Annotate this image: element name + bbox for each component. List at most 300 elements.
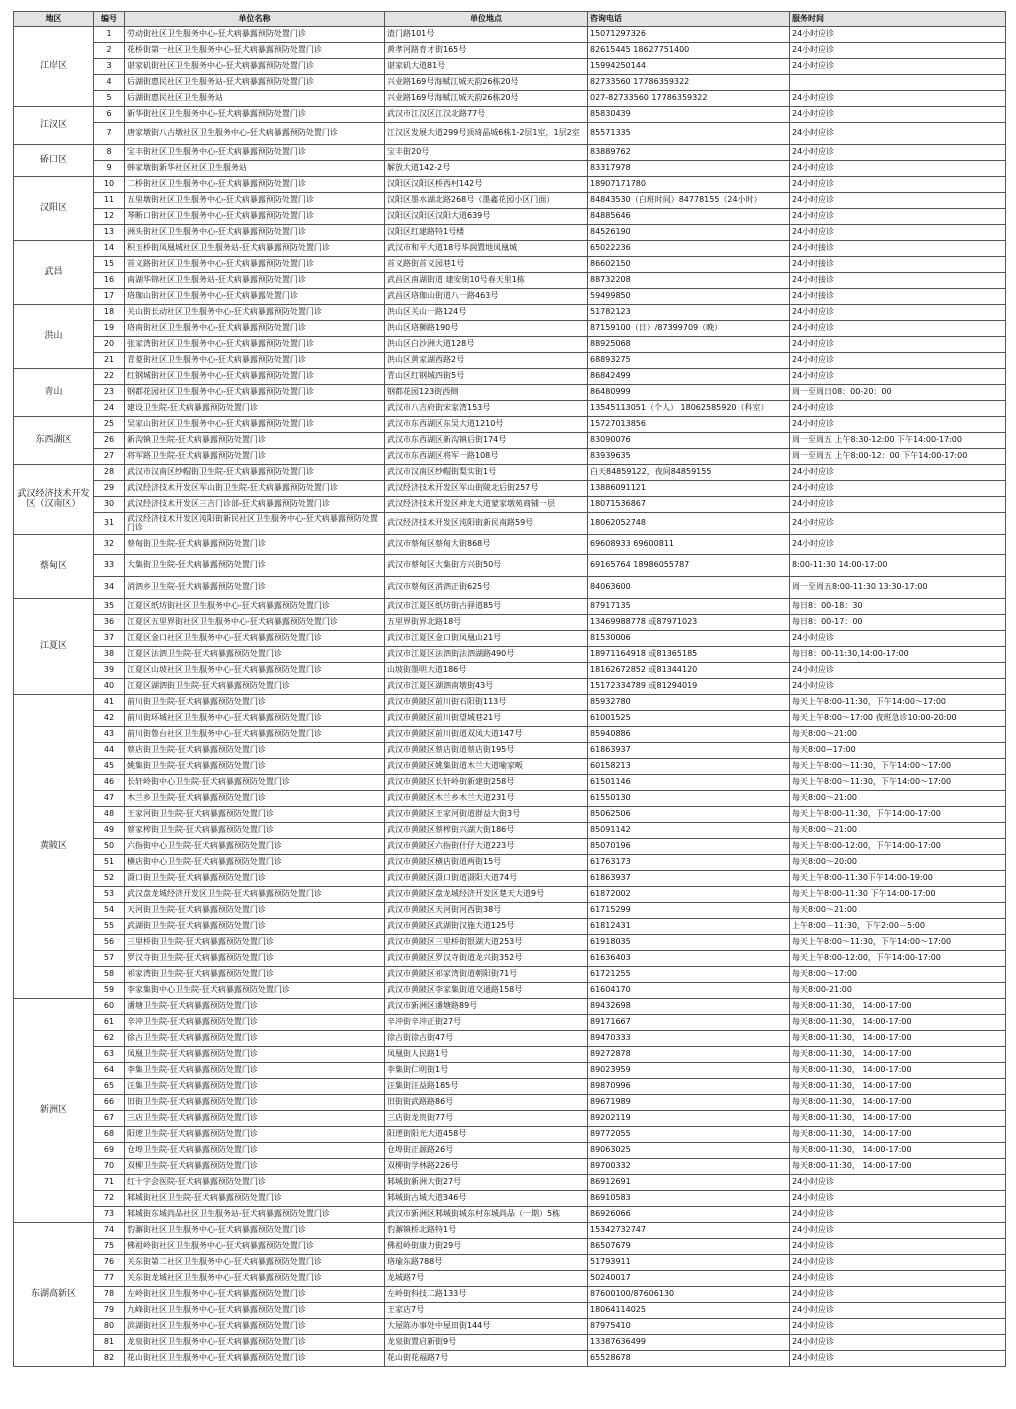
row-number: 22 bbox=[94, 369, 125, 385]
unit-address: 黄孝河路育才街165号 bbox=[385, 43, 588, 59]
row-number: 31 bbox=[94, 513, 125, 535]
service-hours: 24小时应诊 bbox=[790, 465, 1006, 481]
table-row bbox=[14, 305, 1006, 321]
unit-name: 琴断口街社区卫生服务中心-狂犬病暴露预防处置门诊 bbox=[125, 209, 385, 225]
phone-number: 85932780 bbox=[588, 695, 790, 711]
row-number: 82 bbox=[94, 1351, 125, 1367]
region-cell: 武汉经济技术开发区（汉南区） bbox=[14, 465, 94, 535]
phone-number: 83939635 bbox=[588, 449, 790, 465]
unit-name: 洲头街社区卫生服务中心-狂犬病暴露预防处置门诊 bbox=[125, 225, 385, 241]
row-number: 15 bbox=[94, 257, 125, 273]
row-number: 55 bbox=[94, 919, 125, 935]
unit-address: 武汉市蔡甸区蔡甸大街868号 bbox=[385, 535, 588, 555]
header-unit-name: 单位名称 bbox=[125, 12, 385, 27]
phone-number: 18071536867 bbox=[588, 497, 790, 513]
unit-name: 后湖街惠民社区卫生服务站 bbox=[125, 91, 385, 107]
unit-name: 张家湾街社区卫生服务中心-狂犬病暴露预防处置门诊 bbox=[125, 337, 385, 353]
table-row bbox=[14, 433, 1006, 449]
table-body bbox=[14, 27, 1006, 1367]
service-hours: 每天8:00-11:30， 14:00-17:00 bbox=[790, 1031, 1006, 1047]
unit-name: 前川街鲁台社区卫生服务中心-狂犬病暴露预防处置门诊 bbox=[125, 727, 385, 743]
unit-name: 徐古卫生院-狂犬病暴露预防处置门诊 bbox=[125, 1031, 385, 1047]
table-row bbox=[14, 161, 1006, 177]
phone-number: 69165764 18986055787 bbox=[588, 555, 790, 577]
row-number: 51 bbox=[94, 855, 125, 871]
table-row bbox=[14, 903, 1006, 919]
header-service-hours: 服务时间 bbox=[790, 12, 1006, 27]
unit-address: 武汉市黄陂区滠口街道滠阳大道74号 bbox=[385, 871, 588, 887]
service-hours: 每日8：00-11:30,14:00-17:00 bbox=[790, 647, 1006, 663]
table-row bbox=[14, 401, 1006, 417]
phone-number: 51782123 bbox=[588, 305, 790, 321]
table-row bbox=[14, 337, 1006, 353]
unit-name: 新华街社区卫生服务中心-狂犬病暴露预防处置门诊 bbox=[125, 107, 385, 123]
row-number: 8 bbox=[94, 145, 125, 161]
service-hours: 每天8:00～21:00 bbox=[790, 823, 1006, 839]
phone-number: 87975410 bbox=[588, 1319, 790, 1335]
table-row bbox=[14, 273, 1006, 289]
phone-number: 13469988778 或87971023 bbox=[588, 615, 790, 631]
phone-number: 82615445 18627751400 bbox=[588, 43, 790, 59]
phone-number: 84526190 bbox=[588, 225, 790, 241]
region-cell: 江夏区 bbox=[14, 599, 94, 695]
unit-address: 武汉市黄陂区前川街道双凤大道147号 bbox=[385, 727, 588, 743]
phone-number: 18062052748 bbox=[588, 513, 790, 535]
row-number: 7 bbox=[94, 123, 125, 145]
row-number: 81 bbox=[94, 1335, 125, 1351]
service-hours: 每天上午8:00-12:00，下午14:00-17:00 bbox=[790, 951, 1006, 967]
table-row bbox=[14, 193, 1006, 209]
unit-address: 武汉经济技术开发区沌阳街新民南路59号 bbox=[385, 513, 588, 535]
phone-number: 89700332 bbox=[588, 1159, 790, 1175]
service-hours: 每天8:00-11:30， 14:00-17:00 bbox=[790, 1143, 1006, 1159]
row-number: 45 bbox=[94, 759, 125, 775]
table-row bbox=[14, 823, 1006, 839]
row-number: 23 bbox=[94, 385, 125, 401]
unit-address: 武汉市蔡甸区大集街方兴街50号 bbox=[385, 555, 588, 577]
row-number: 16 bbox=[94, 273, 125, 289]
phone-number: 86602150 bbox=[588, 257, 790, 273]
service-hours: 24小时应诊 bbox=[790, 1319, 1006, 1335]
unit-name: 韩家墩街新华社区社区卫生服务站 bbox=[125, 161, 385, 177]
row-number: 4 bbox=[94, 75, 125, 91]
row-number: 78 bbox=[94, 1287, 125, 1303]
service-hours: 24小时应诊 bbox=[790, 1207, 1006, 1223]
row-number: 39 bbox=[94, 663, 125, 679]
unit-name: 江夏区金口社区卫生服务中心-狂犬病暴露预防处置门诊 bbox=[125, 631, 385, 647]
table-row bbox=[14, 91, 1006, 107]
phone-number: 61872002 bbox=[588, 887, 790, 903]
service-hours: 每天8:00-11:30， 14:00-17:00 bbox=[790, 1159, 1006, 1175]
phone-number: 84885646 bbox=[588, 209, 790, 225]
unit-address: 凤凰街人民路1号 bbox=[385, 1047, 588, 1063]
unit-address: 宝丰街20号 bbox=[385, 145, 588, 161]
unit-name: 潘塘卫生院-狂犬病暴露预防处置门诊 bbox=[125, 999, 385, 1015]
region-cell: 东湖高新区 bbox=[14, 1223, 94, 1367]
phone-number: 61812431 bbox=[588, 919, 790, 935]
phone-number: 85830439 bbox=[588, 107, 790, 123]
unit-name: 凤凰卫生院-狂犬病暴露预防处置门诊 bbox=[125, 1047, 385, 1063]
phone-number: 89772055 bbox=[588, 1127, 790, 1143]
service-hours: 每天8:00-11:30， 14:00-17:00 bbox=[790, 1047, 1006, 1063]
unit-name: 建设卫生院-狂犬病暴露预防处置门诊 bbox=[125, 401, 385, 417]
table-row bbox=[14, 209, 1006, 225]
phone-number: 85571335 bbox=[588, 123, 790, 145]
row-number: 5 bbox=[94, 91, 125, 107]
phone-number: 86912691 bbox=[588, 1175, 790, 1191]
row-number: 44 bbox=[94, 743, 125, 759]
row-number: 32 bbox=[94, 535, 125, 555]
unit-address: 武汉市黄陂区姚集街道木兰大道喻家畈 bbox=[385, 759, 588, 775]
unit-name: 红十字会医院-狂犬病暴露预防处置门诊 bbox=[125, 1175, 385, 1191]
table-row bbox=[14, 289, 1006, 305]
unit-name: 积玉桥街凤凰城社区卫生服务站-狂犬病暴露预防处置门诊 bbox=[125, 241, 385, 257]
unit-address: 武汉经济技术开发区神龙大道蒙家墩苑商铺一层 bbox=[385, 497, 588, 513]
row-number: 3 bbox=[94, 59, 125, 75]
phone-number: 85070196 bbox=[588, 839, 790, 855]
table-row bbox=[14, 353, 1006, 369]
unit-name: 天河街卫生院-狂犬病暴露预防处置门诊 bbox=[125, 903, 385, 919]
unit-name: 前川街卫生院-狂犬病暴露预防处置门诊 bbox=[125, 695, 385, 711]
phone-number: 18162672852 或81344120 bbox=[588, 663, 790, 679]
unit-name: 前川街环城社区卫生服务中心-狂犬病暴露预防处置门诊 bbox=[125, 711, 385, 727]
table-row bbox=[14, 855, 1006, 871]
unit-address: 山坡街墨明大道186号 bbox=[385, 663, 588, 679]
service-hours: 24小时应诊 bbox=[790, 1255, 1006, 1271]
row-number: 21 bbox=[94, 353, 125, 369]
region-cell: 黄陂区 bbox=[14, 695, 94, 999]
phone-number: 68893275 bbox=[588, 353, 790, 369]
unit-address: 江汉区发展大道299号顶琦晶城6栋1-2层1室，1层2室 bbox=[385, 123, 588, 145]
unit-address: 汉阳区汉阳区汉阳大道639号 bbox=[385, 209, 588, 225]
phone-number: 60158213 bbox=[588, 759, 790, 775]
phone-number: 13545113051（个人） 18062585920（科室） bbox=[588, 401, 790, 417]
table-row bbox=[14, 1143, 1006, 1159]
row-number: 75 bbox=[94, 1239, 125, 1255]
service-hours bbox=[790, 75, 1006, 91]
unit-address: 豹澥镇桥北路特1号 bbox=[385, 1223, 588, 1239]
unit-name: 邾城街社区卫生院-狂犬病暴露预防处置门诊 bbox=[125, 1191, 385, 1207]
row-number: 10 bbox=[94, 177, 125, 193]
service-hours: 每日8：00-17：00 bbox=[790, 615, 1006, 631]
service-hours: 周一至周五 上午8:00-12：00 下午14:00-17:00 bbox=[790, 449, 1006, 465]
service-hours: 周一至周五 上午8:30-12:00 下午14:00-17:00 bbox=[790, 433, 1006, 449]
phone-number: 18971164918 或81365185 bbox=[588, 647, 790, 663]
unit-address: 武昌区南湖街道 建安街10号春天里1栋 bbox=[385, 273, 588, 289]
service-hours: 每天8:00-11:30， 14:00-17:00 bbox=[790, 1127, 1006, 1143]
unit-name: 江夏区五里界街社区卫生服务中心-狂犬病暴露预防处置门诊 bbox=[125, 615, 385, 631]
unit-address: 汉阳区墨水湖北路268号（墨鑫花园小区门面） bbox=[385, 193, 588, 209]
service-hours: 24小时应诊 bbox=[790, 631, 1006, 647]
unit-address: 兴业路169号海赋江城天韵26栋20号 bbox=[385, 75, 588, 91]
table-row bbox=[14, 951, 1006, 967]
table-row bbox=[14, 695, 1006, 711]
phone-number: 87159100（日）/87399709（晚） bbox=[588, 321, 790, 337]
row-number: 59 bbox=[94, 983, 125, 999]
table-row bbox=[14, 839, 1006, 855]
phone-number: 89063025 bbox=[588, 1143, 790, 1159]
row-number: 53 bbox=[94, 887, 125, 903]
row-number: 65 bbox=[94, 1079, 125, 1095]
unit-address: 三店街龙贵街77号 bbox=[385, 1111, 588, 1127]
row-number: 43 bbox=[94, 727, 125, 743]
unit-address: 武汉市黄陂区木兰乡木兰大道231号 bbox=[385, 791, 588, 807]
unit-name: 蔡甸街卫生院-狂犬病暴露预防处置门诊 bbox=[125, 535, 385, 555]
row-number: 14 bbox=[94, 241, 125, 257]
phone-number: 85940886 bbox=[588, 727, 790, 743]
phone-number: 61863937 bbox=[588, 743, 790, 759]
row-number: 67 bbox=[94, 1111, 125, 1127]
row-number: 42 bbox=[94, 711, 125, 727]
service-hours: 24小时接诊 bbox=[790, 257, 1006, 273]
unit-name: 大集街卫生院-狂犬病暴露预防处置门诊 bbox=[125, 555, 385, 577]
unit-address: 旧街街武路路86号 bbox=[385, 1095, 588, 1111]
phone-number: 87917135 bbox=[588, 599, 790, 615]
unit-address: 武汉市黄陂区长轩岭街新建街258号 bbox=[385, 775, 588, 791]
table-row bbox=[14, 1303, 1006, 1319]
unit-address: 五里界街界北路18号 bbox=[385, 615, 588, 631]
unit-address: 洪山区黄家湖西路2号 bbox=[385, 353, 588, 369]
service-hours: 24小时接诊 bbox=[790, 241, 1006, 257]
row-number: 72 bbox=[94, 1191, 125, 1207]
table-row bbox=[14, 807, 1006, 823]
table-row bbox=[14, 577, 1006, 599]
service-hours: 24小时应诊 bbox=[790, 663, 1006, 679]
unit-address: 钢都花园123街西侧 bbox=[385, 385, 588, 401]
unit-address: 李集街仁明街1号 bbox=[385, 1063, 588, 1079]
row-number: 27 bbox=[94, 449, 125, 465]
service-hours: 24小时应诊 bbox=[790, 209, 1006, 225]
service-hours: 每天上午8:00-11:30，下午14:00-17:00 bbox=[790, 807, 1006, 823]
row-number: 38 bbox=[94, 647, 125, 663]
table-row bbox=[14, 919, 1006, 935]
table-row bbox=[14, 449, 1006, 465]
unit-name: 红钢城街社区卫生服务中心-狂犬病暴露预防处置门诊 bbox=[125, 369, 385, 385]
service-hours: 24小时应诊 bbox=[790, 1239, 1006, 1255]
row-number: 76 bbox=[94, 1255, 125, 1271]
unit-address: 武昌区珞珈山街道八一路463号 bbox=[385, 289, 588, 305]
row-number: 17 bbox=[94, 289, 125, 305]
table-row bbox=[14, 321, 1006, 337]
table-row bbox=[14, 887, 1006, 903]
table-row bbox=[14, 679, 1006, 695]
service-hours: 8:00-11:30 14:00-17:00 bbox=[790, 555, 1006, 577]
row-number: 62 bbox=[94, 1031, 125, 1047]
unit-name: 旧街卫生院-狂犬病暴露预防处置门诊 bbox=[125, 1095, 385, 1111]
row-number: 58 bbox=[94, 967, 125, 983]
unit-name: 关东街第二社区卫生服务中心-狂犬病暴露预防处置门诊 bbox=[125, 1255, 385, 1271]
table-row bbox=[14, 1223, 1006, 1239]
service-hours: 24小时应诊 bbox=[790, 1223, 1006, 1239]
service-hours: 每天上午8:00-12:00，下午14:00-17:00 bbox=[790, 839, 1006, 855]
table-row bbox=[14, 1111, 1006, 1127]
phone-number: 89171667 bbox=[588, 1015, 790, 1031]
unit-name: 李集卫生院-狂犬病暴露预防处置门诊 bbox=[125, 1063, 385, 1079]
service-hours: 24小时应诊 bbox=[790, 679, 1006, 695]
phone-number: 88732208 bbox=[588, 273, 790, 289]
phone-number: 86842499 bbox=[588, 369, 790, 385]
table-row bbox=[14, 647, 1006, 663]
row-number: 79 bbox=[94, 1303, 125, 1319]
phone-number: 83889762 bbox=[588, 145, 790, 161]
phone-number: 89870996 bbox=[588, 1079, 790, 1095]
unit-address: 武汉市黄陂区李家集街道交通路158号 bbox=[385, 983, 588, 999]
service-hours: 每天8:00-11:30， 14:00-17:00 bbox=[790, 1095, 1006, 1111]
unit-address: 武汉市新洲区潘塘路89号 bbox=[385, 999, 588, 1015]
row-number: 41 bbox=[94, 695, 125, 711]
unit-name: 武湖街卫生院-狂犬病暴露预防处置门诊 bbox=[125, 919, 385, 935]
phone-number: 83090076 bbox=[588, 433, 790, 449]
header-phone: 咨询电话 bbox=[588, 12, 790, 27]
unit-address: 武汉市东西湖区将军一路108号 bbox=[385, 449, 588, 465]
service-hours: 周一至周日08：00-20：00 bbox=[790, 385, 1006, 401]
row-number: 12 bbox=[94, 209, 125, 225]
unit-name: 江夏区法泗卫生院-狂犬病暴露预防处置门诊 bbox=[125, 647, 385, 663]
service-hours: 每天上午8:00～11:30，下午14:00～17:00 bbox=[790, 935, 1006, 951]
service-hours: 24小时应诊 bbox=[790, 1303, 1006, 1319]
unit-address: 武汉市汉南区纱帽街梨实街1号 bbox=[385, 465, 588, 481]
service-hours: 24小时应诊 bbox=[790, 43, 1006, 59]
region-cell: 江岸区 bbox=[14, 27, 94, 107]
row-number: 70 bbox=[94, 1159, 125, 1175]
service-hours: 24小时应诊 bbox=[790, 305, 1006, 321]
header-number: 编号 bbox=[94, 12, 125, 27]
phone-number: 白天84859122，夜间84859155 bbox=[588, 465, 790, 481]
unit-name: 将军路卫生院-狂犬病暴露预防处置门诊 bbox=[125, 449, 385, 465]
service-hours: 24小时应诊 bbox=[790, 513, 1006, 535]
table-row bbox=[14, 791, 1006, 807]
unit-address: 武汉市黄陂区蔡店街道蔡店街195号 bbox=[385, 743, 588, 759]
unit-address: 武汉市和平大道18号华润置地凤凰城 bbox=[385, 241, 588, 257]
unit-address: 王家店7号 bbox=[385, 1303, 588, 1319]
table-row bbox=[14, 465, 1006, 481]
phone-number: 51793911 bbox=[588, 1255, 790, 1271]
row-number: 52 bbox=[94, 871, 125, 887]
phone-number: 89202119 bbox=[588, 1111, 790, 1127]
unit-address: 洪山区关山一路124号 bbox=[385, 305, 588, 321]
unit-name: 关山街长动社区卫生服务中心-狂犬病暴露预防处置门诊 bbox=[125, 305, 385, 321]
table-row bbox=[14, 1271, 1006, 1287]
service-hours: 24小时应诊 bbox=[790, 123, 1006, 145]
table-row bbox=[14, 417, 1006, 433]
phone-number: 83317978 bbox=[588, 161, 790, 177]
unit-address: 龙泉街置启新街9号 bbox=[385, 1335, 588, 1351]
unit-address: 武汉市东西湖区新沟镇后街174号 bbox=[385, 433, 588, 449]
table-row bbox=[14, 1079, 1006, 1095]
table-row bbox=[14, 497, 1006, 513]
row-number: 25 bbox=[94, 417, 125, 433]
service-hours: 24小时应诊 bbox=[790, 401, 1006, 417]
phone-number: 59499850 bbox=[588, 289, 790, 305]
row-number: 26 bbox=[94, 433, 125, 449]
row-number: 28 bbox=[94, 465, 125, 481]
service-hours: 每天上午8:00～17:00 夜班急诊10:00-20:00 bbox=[790, 711, 1006, 727]
row-number: 80 bbox=[94, 1319, 125, 1335]
phone-number: 61863937 bbox=[588, 871, 790, 887]
phone-number: 88925068 bbox=[588, 337, 790, 353]
row-number: 69 bbox=[94, 1143, 125, 1159]
table-row bbox=[14, 177, 1006, 193]
unit-address: 武汉市江夏区法泗街法泗湖路490号 bbox=[385, 647, 588, 663]
row-number: 36 bbox=[94, 615, 125, 631]
unit-name: 佛祖岭街社区卫生服务中心-狂犬病暴露预防处置门诊 bbox=[125, 1239, 385, 1255]
unit-address: 武汉市江汉区江汉北路77号 bbox=[385, 107, 588, 123]
table-row bbox=[14, 1015, 1006, 1031]
service-hours: 24小时应诊 bbox=[790, 1175, 1006, 1191]
table-row bbox=[14, 615, 1006, 631]
service-hours: 24小时应诊 bbox=[790, 225, 1006, 241]
unit-name: 江夏区山坡社区卫生服务中心-狂犬病暴露预防处置门诊 bbox=[125, 663, 385, 679]
service-hours: 24小时应诊 bbox=[790, 535, 1006, 555]
phone-number: 18064114025 bbox=[588, 1303, 790, 1319]
table-row bbox=[14, 1255, 1006, 1271]
table-row bbox=[14, 663, 1006, 679]
service-hours: 周一至周五8:00-11:30 13:30-17:00 bbox=[790, 577, 1006, 599]
unit-name: 邾城街东城尚品社区卫生服务站-狂犬病暴露预防处置门诊 bbox=[125, 1207, 385, 1223]
unit-name: 李家集街中心卫生院-狂犬病暴露预防处置门诊 bbox=[125, 983, 385, 999]
unit-name: 江夏区湖泗街卫生院-狂犬病暴露预防处置门诊 bbox=[125, 679, 385, 695]
unit-address: 武汉市江夏区纸坊街古驿道85号 bbox=[385, 599, 588, 615]
row-number: 57 bbox=[94, 951, 125, 967]
unit-address: 首义路街首义园巷1号 bbox=[385, 257, 588, 273]
phone-number: 61501146 bbox=[588, 775, 790, 791]
table-row bbox=[14, 1175, 1006, 1191]
row-number: 1 bbox=[94, 27, 125, 43]
phone-number: 15172334789 或81294019 bbox=[588, 679, 790, 695]
phone-number: 61918035 bbox=[588, 935, 790, 951]
unit-address: 武汉市黄陂区前川街石阳街113号 bbox=[385, 695, 588, 711]
phone-number: 89272878 bbox=[588, 1047, 790, 1063]
unit-address: 武汉市黄陂区六指街什仔大道223号 bbox=[385, 839, 588, 855]
row-number: 9 bbox=[94, 161, 125, 177]
table-row bbox=[14, 775, 1006, 791]
unit-name: 横店街中心卫生院-狂犬病暴露预防处置门诊 bbox=[125, 855, 385, 871]
phone-number: 86926066 bbox=[588, 1207, 790, 1223]
unit-name: 珞南街社区卫生服务中心-狂犬病暴露预防处置门诊 bbox=[125, 321, 385, 337]
unit-name: 首义路街社区卫生服务中心-狂犬病暴露预防处置门诊 bbox=[125, 257, 385, 273]
unit-name: 辛冲卫生院-狂犬病暴露预防处置门诊 bbox=[125, 1015, 385, 1031]
table-row bbox=[14, 481, 1006, 497]
unit-name: 仓埠卫生院-狂犬病暴露预防处置门诊 bbox=[125, 1143, 385, 1159]
unit-address: 谌家矶大道81号 bbox=[385, 59, 588, 75]
unit-address: 佛祖岭街康力街29号 bbox=[385, 1239, 588, 1255]
row-number: 68 bbox=[94, 1127, 125, 1143]
table-row bbox=[14, 513, 1006, 535]
service-hours: 24小时接诊 bbox=[790, 273, 1006, 289]
unit-name: 劳动街社区卫生服务中心-狂犬病暴露预防处置门诊 bbox=[125, 27, 385, 43]
row-number: 63 bbox=[94, 1047, 125, 1063]
table-row bbox=[14, 1127, 1006, 1143]
phone-number: 69608933 69600811 bbox=[588, 535, 790, 555]
table-row bbox=[14, 1191, 1006, 1207]
unit-name: 三里桥街卫生院-狂犬病暴露预防处置门诊 bbox=[125, 935, 385, 951]
phone-number: 61636403 bbox=[588, 951, 790, 967]
unit-address: 武汉市黄陂区横店街道两街15号 bbox=[385, 855, 588, 871]
phone-number: 86910583 bbox=[588, 1191, 790, 1207]
row-number: 47 bbox=[94, 791, 125, 807]
row-number: 29 bbox=[94, 481, 125, 497]
phone-number: 15727013856 bbox=[588, 417, 790, 433]
unit-address: 阳逻街阳光大道458号 bbox=[385, 1127, 588, 1143]
service-hours: 24小时应诊 bbox=[790, 59, 1006, 75]
unit-address: 武汉市黄陂区祁家湾街道朝阳街71号 bbox=[385, 967, 588, 983]
phone-number: 89023959 bbox=[588, 1063, 790, 1079]
unit-name: 关东街龙城社区卫生服务中心-狂犬病暴露预防处置门诊 bbox=[125, 1271, 385, 1287]
table-row bbox=[14, 27, 1006, 43]
service-hours: 24小时应诊 bbox=[790, 27, 1006, 43]
table-row bbox=[14, 1031, 1006, 1047]
table-row bbox=[14, 107, 1006, 123]
